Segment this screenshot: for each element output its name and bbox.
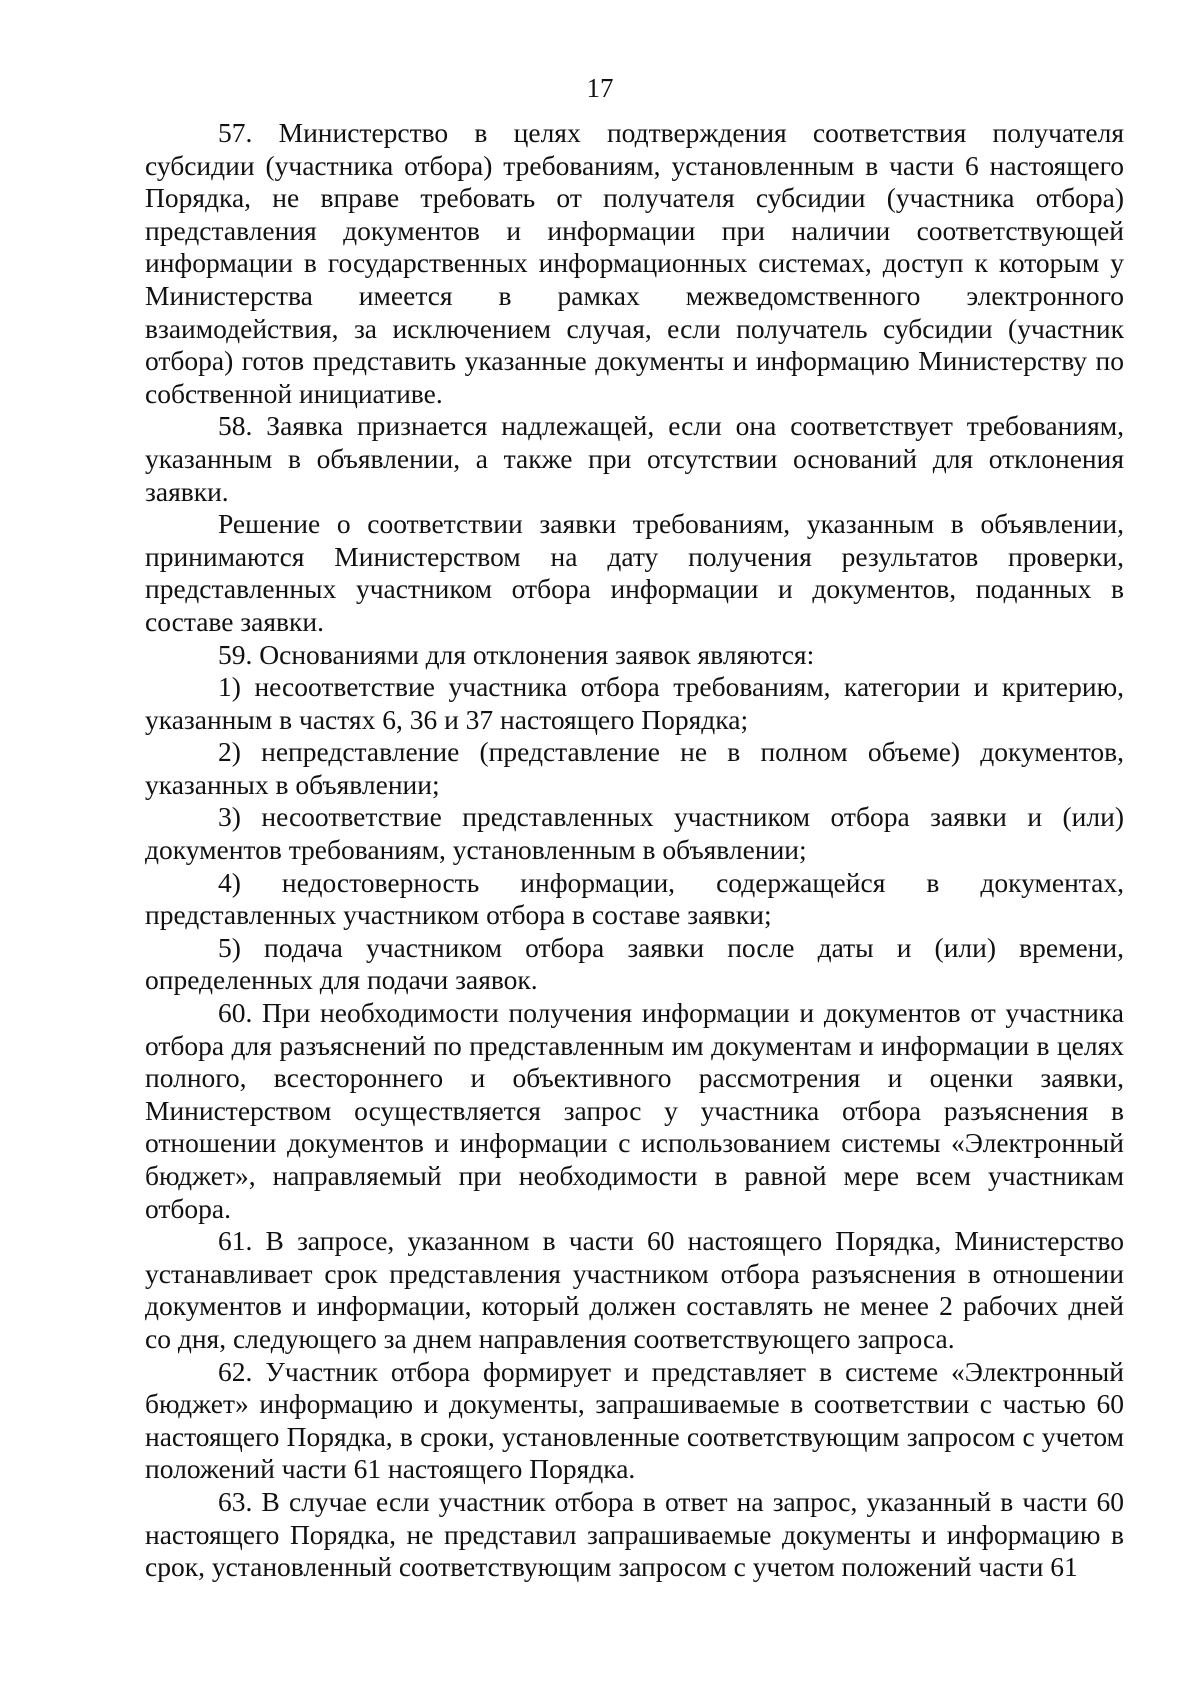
document-body [145, 117, 1124, 1584]
page-number: 17 [586, 73, 614, 103]
list-item-59-4: 4) недостоверность информации, содержащейся в документах, представленных участником отбора в составе заявки; [145, 866, 1124, 931]
list-item-59-5: 5) подача участником отбора заявки после даты и (или) времени, определенных для подачи заявок. [145, 931, 1124, 996]
paragraph-59: 59. Основаниями для отклонения заявок являются: [218, 638, 815, 670]
paragraph-58: 58. Заявка признается надлежащей, если она соответствует требованиям, указанным в объявлении, а также при отсутствии оснований для отклонения заявки. [145, 410, 1124, 507]
paragraph-58-decision: Решение о соответствии заявки требованиям, указанным в объявлении, принимаются Министерством на дату получения результатов проверки, представленных участником отбора информации и документов, поданных в составе заявки. [145, 508, 1124, 637]
paragraph-63: 63. В случае если участник отбора в ответ на запрос, указанный в части 60 настоящего Порядка, не представил запрашиваемые документы и информацию в срок, установленный соответствующим запросом с учетом положений части 61 [145, 1485, 1124, 1583]
paragraph-61: 61. В запросе, указанном в части 60 настоящего Порядка, Министерство устанавливает срок представления участником отбора разъяснения в отношении документов и информации, который должен составлять не менее 2 рабочих дней со дня, следующего за днем направления соответствующего запроса. [145, 1225, 1124, 1354]
paragraph-62: 62. Участник отбора формирует и представляет в системе «Электронный бюджет» информацию и документы, запрашиваемые в соответствии с частью 60 настоящего Порядка, в сроки, установленные соответствующим запросом с учетом положений части 61 настоящего Порядка. [145, 1355, 1124, 1485]
paragraph-60: 60. При необходимости получения информации и документов от участника отбора для разъяснений по представленным им документам и информации в целях полного, всестороннего и объективного рассмотрения и оценки заявки, Министерством осуществляется запрос у участника отбора разъяснения в отношении документов и информации с использованием системы «Электронный бюджет», направляемый при необходимости в равной мере всем участникам отбора. [145, 997, 1124, 1224]
list-item-59-1: 1) несоответствие участника отбора требованиям, категории и критерию, указанным в частях 6, 36 и 37 настоящего Порядка; [145, 671, 1124, 735]
list-item-59-3: 3) несоответствие представленных участником отбора заявки и (или) документов требованиям, установленным в объявлении; [145, 801, 1124, 866]
list-item-59-2: 2) непредставление (представление не в полном объеме) документов, указанных в объявлении; [145, 736, 1124, 800]
paragraph-57: 57. Министерство в целях подтверждения соответствия получателя субсидии (участника отбора) требованиям, установленным в части 6 настоящего Порядка, не вправе требовать от получателя субсидии (участника отбора) представления документов и информации при наличии соответствующей информации в государственных информационных системах, доступ к которым у Министерства имеется в рамках межведомственного электронного взаимодействия, за исключением случая, если получатель субсидии (участник отбора) готов представить указанные документы и информацию Министерству по собственной инициативе. [145, 117, 1124, 409]
